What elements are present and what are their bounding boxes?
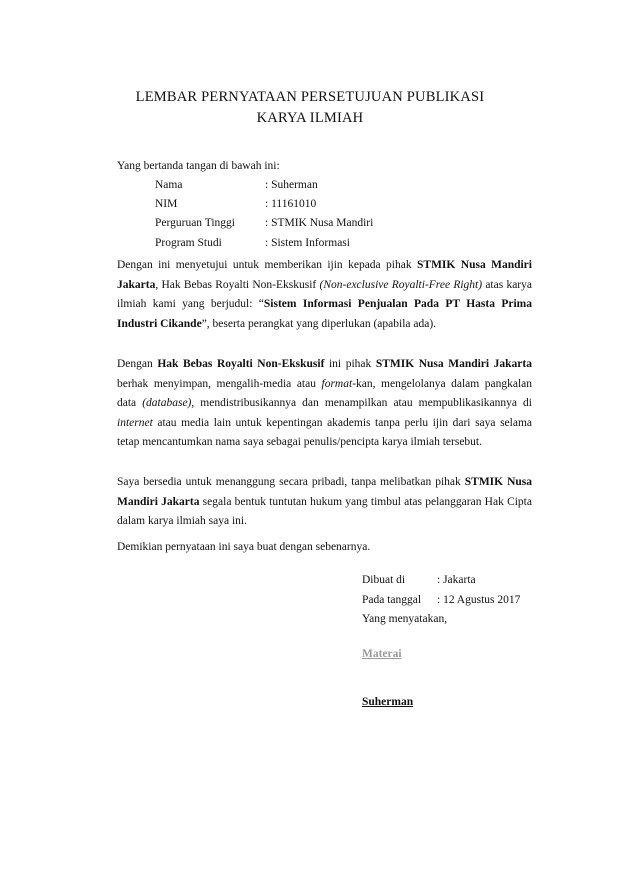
text-span: segala bentuk tuntutan hukum yang timbul atas pelanggaran Hak Cipta dalam karya ilmiah saya ini.: [117, 495, 532, 527]
thesis-title: Sistem Informasi Penjualan Pada PT Hasta Prima Industri Cikande: [117, 298, 532, 330]
identity-label: Nama: [155, 179, 183, 191]
identity-row-program: [155, 237, 373, 256]
text-span: , Hak Bebas Royalti Non-Ekskusif: [155, 278, 320, 291]
text-italic: (Non-exclusive Royalti-Free Right): [319, 278, 483, 291]
identity-row-name: [155, 179, 373, 198]
text-span: atas karya ilmiah kami yang berjudul: “: [117, 278, 532, 310]
signature-value: : 12 Agustus 2017: [437, 593, 521, 606]
text-italic: format: [321, 377, 353, 390]
identity-label: NIM: [155, 198, 178, 211]
identity-label: Program Studi: [155, 236, 222, 249]
paragraph-liability: [117, 473, 532, 532]
identity-value: : Suherman: [265, 179, 318, 191]
text-span: , mendistribusikannya dan menampilkan atau mempublikasikannya di: [191, 397, 533, 409]
text-span: -kan, mengelolanya dalam pangkalan data: [117, 377, 532, 409]
signature-row-place: [362, 574, 520, 594]
signature-row-date: [362, 594, 520, 614]
text-span: berhak menyimpan, mengalih-media atau: [117, 377, 322, 390]
signature-closing: Yang menyatakan,: [362, 613, 448, 625]
identity-table: [155, 179, 373, 256]
identity-value: : Sistem Informasi: [265, 236, 350, 249]
identity-row-nim: [155, 198, 373, 217]
paragraph-rights: [117, 355, 532, 453]
signature-details: [362, 574, 520, 613]
text-span: ”, beserta perangkat yang diperlukan (apabila ada).: [201, 317, 437, 330]
signer-name: Suherman: [362, 696, 414, 708]
text-span: atau media lain untuk kepentingan akademis tanpa perlu ijin dari saya selama tetap mencantumkan nama saya sebagai penulis/pencipta karya ilmiah tersebut.: [117, 416, 532, 448]
text-italic: internet: [117, 416, 153, 429]
signature-value: : Jakarta: [437, 574, 476, 586]
text-bold: Hak Bebas Royalti Non-Ekskusif: [157, 358, 325, 370]
identity-value: : 11161010: [265, 198, 317, 211]
text-span: ini pihak: [324, 358, 376, 370]
institution-name: STMIK Nusa Mandiri Jakarta: [117, 259, 532, 291]
paragraph-consent: [117, 256, 532, 334]
signature-label: Pada tanggal: [362, 593, 422, 606]
text-span: Dengan ini menyetujui untuk memberikan ijin kepada pihak: [117, 259, 418, 271]
institution-name: STMIK Nusa Mandiri Jakarta: [375, 358, 532, 370]
signature-label: Dibuat di: [362, 574, 406, 586]
text-italic: (database): [142, 397, 192, 409]
intro-text: Yang bertanda tangan di bawah ini:: [117, 160, 280, 172]
paragraph-closing-statement: Demikian pernyataan ini saya buat dengan sebenarnya.: [117, 541, 371, 553]
identity-row-university: [155, 217, 373, 236]
institution-name: STMIK Nusa Mandiri Jakarta: [117, 476, 532, 508]
identity-value: : STMIK Nusa Mandiri: [265, 217, 374, 230]
identity-label: Perguruan Tinggi: [155, 217, 235, 230]
text-span: Saya bersedia untuk menanggung secara pribadi, tanpa melibatkan pihak: [117, 476, 465, 488]
document-title-line2: KARYA ILMIAH: [256, 110, 364, 126]
text-span: Dengan: [117, 358, 158, 370]
stamp-placeholder: Materai: [362, 648, 402, 660]
document-title-line1: LEMBAR PERNYATAAN PERSETUJUAN PUBLIKASI: [135, 89, 485, 105]
